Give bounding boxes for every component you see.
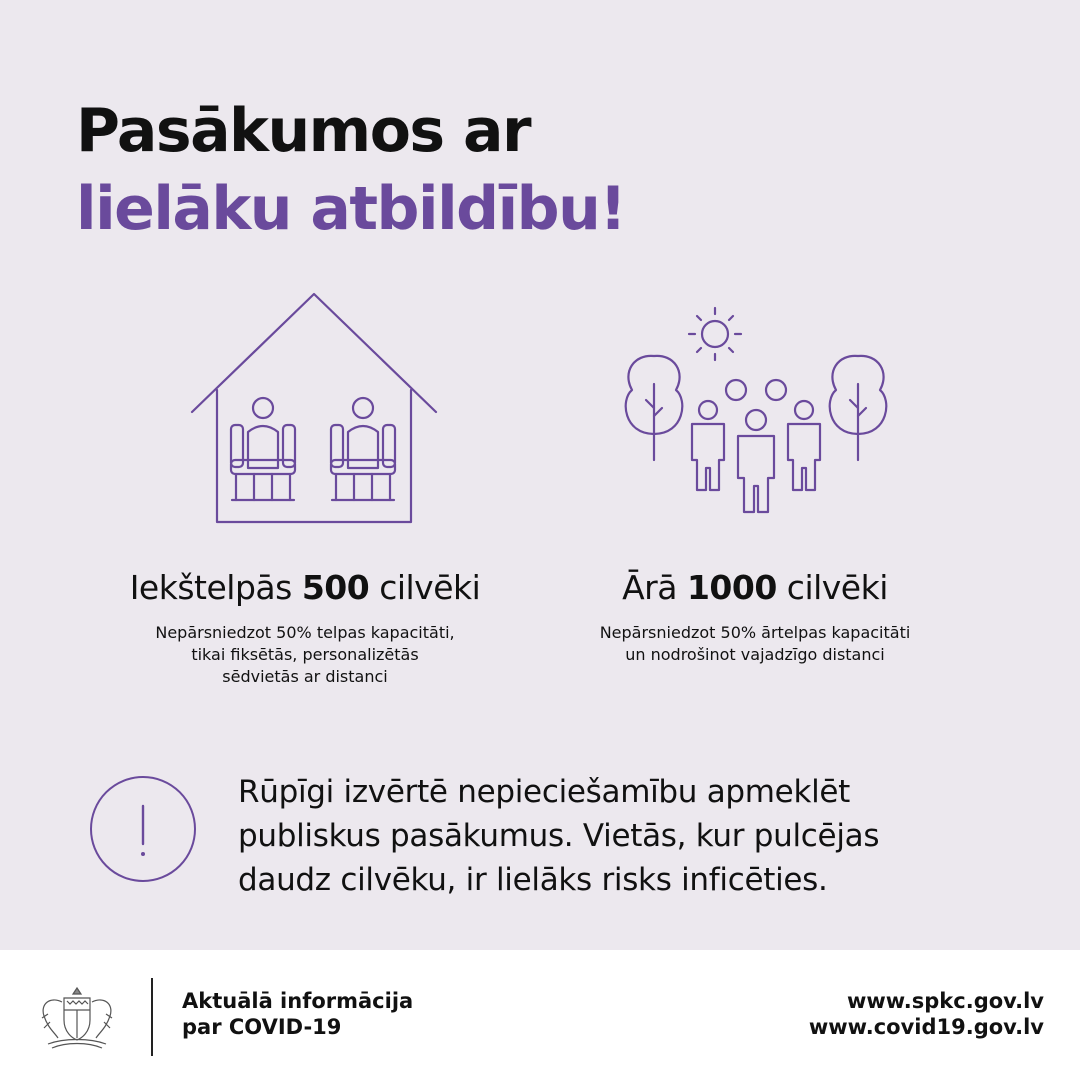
outdoor-description [555, 622, 955, 666]
warning-line: daudz cilvēku, ir lielāks risks inficēties. [238, 862, 828, 898]
indoor-heading-prefix: Iekštelpās [129, 568, 302, 607]
indoor-desc-line: tikai fiksētās, personalizētās [191, 645, 419, 664]
indoor-capacity-number: 500 [301, 568, 370, 607]
title-line-2-highlight: lielāku atbildību! [76, 174, 626, 244]
title-line-1: Pasākumos ar [76, 96, 531, 166]
outdoor-desc-line: Nepārsniedzot 50% ārtelpas kapacitāti [599, 623, 911, 642]
outdoor-heading-prefix: Ārā [622, 568, 687, 607]
indoor-desc-line: Nepārsniedzot 50% telpas kapacitāti, [155, 623, 455, 642]
outdoor-crowd-icon [618, 300, 896, 516]
warning-line: Rūpīgi izvērtē nepieciešamību apmeklēt [238, 774, 851, 810]
indoor-seated-people-icon [186, 288, 442, 528]
latvia-coat-of-arms-icon [34, 984, 120, 1052]
indoor-heading [100, 566, 510, 610]
outdoor-heading [555, 566, 955, 610]
outdoor-desc-line: un nodrošinot vajadzīgo distanci [625, 645, 885, 664]
warning-message [238, 770, 1018, 902]
outdoor-column [555, 566, 955, 666]
warning-circle [90, 776, 196, 882]
footer-info [182, 988, 413, 1040]
footer-divider [151, 978, 153, 1056]
link-covid19[interactable]: www.covid19.gov.lv [808, 1015, 1044, 1039]
footer [0, 950, 1080, 1080]
outdoor-capacity-number: 1000 [686, 568, 777, 607]
footer-links [809, 988, 1044, 1040]
indoor-heading-suffix: cilvēki [369, 568, 481, 607]
footer-info-line: Aktuālā informācija [182, 989, 414, 1013]
link-spkc[interactable]: www.spkc.gov.lv [846, 989, 1044, 1013]
outdoor-heading-suffix: cilvēki [776, 568, 888, 607]
indoor-desc-line: sēdvietās ar distanci [222, 667, 388, 686]
exclamation-icon [92, 778, 194, 880]
page-title [76, 92, 625, 248]
footer-info-line: par COVID-19 [182, 1015, 342, 1039]
warning-line: publiskus pasākumus. Vietās, kur pulcējas [238, 818, 880, 854]
indoor-column [100, 566, 510, 688]
indoor-description [100, 622, 510, 688]
